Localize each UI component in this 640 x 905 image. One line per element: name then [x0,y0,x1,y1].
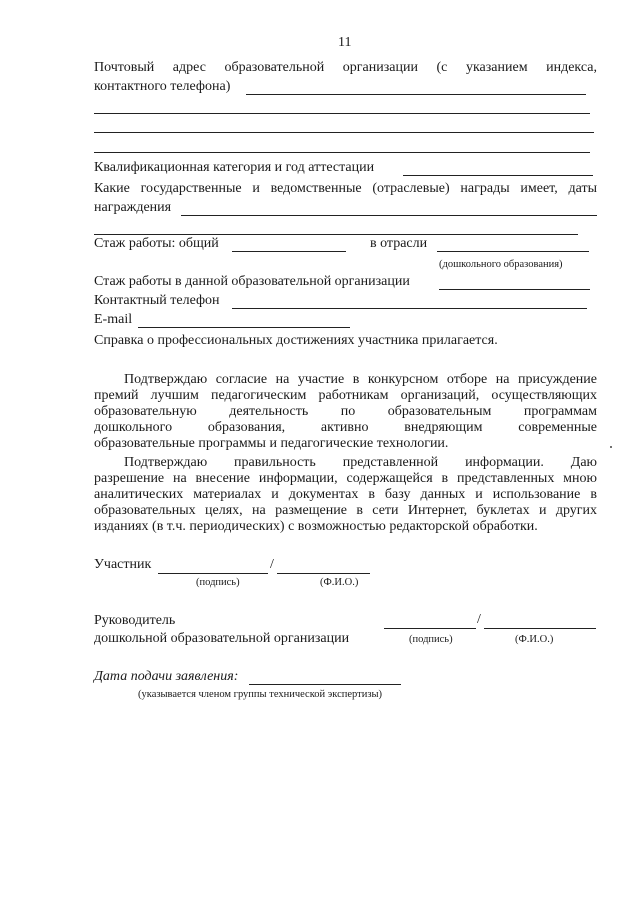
qualification-label: Квалификационная категория и год аттестации [94,160,375,175]
confirm-line: аналитических материалах и документах в базу данных и использование в [94,487,597,502]
confirm-line: изданиях (в т.ч. периодических) с возможностью редакторской обработки. [94,519,538,534]
consent-line: премий лучшим педагогическим работникам организаций, осуществляющих [94,388,597,403]
consent-paragraph [94,372,597,452]
experience-total-label: Стаж работы: общий [94,236,219,251]
confirm-paragraph [94,455,597,535]
awards-label-cont: награждения [94,200,172,215]
participant-label: Участник [94,557,152,572]
head-signature-caption: (подпись) [409,634,453,645]
participant-signature-caption: (подпись) [196,577,240,588]
head-slash: / [477,612,481,627]
experience-industry-label: в отрасли [370,236,428,251]
head-label-org: дошкольной образовательной организации [94,631,350,646]
awards-field-line2[interactable] [94,234,578,235]
consent-line: дошкольного образования, активно внедряющим современные [94,420,597,435]
email-label: E-mail [94,312,133,327]
participant-slash: / [270,557,274,572]
head-name-field[interactable] [484,628,596,629]
postal-address-field-line3[interactable] [94,132,594,133]
confirm-line: Подтверждаю правильность представленной информации. Даю [124,455,597,470]
awards-field[interactable] [181,215,597,216]
confirm-line: разрешение на внесение информации, содержащейся в представленных мною [94,471,597,486]
submission-date-note: (указывается членом группы технической экспертизы) [138,689,383,700]
qualification-field[interactable] [403,175,593,176]
contact-phone-label: Контактный телефон [94,293,220,308]
postal-address-field-line4[interactable] [94,152,590,153]
postal-address-label-cont: контактного телефона) [94,79,231,94]
consent-line: образовательную деятельность по образовательным программам [94,404,597,419]
experience-org-field[interactable] [439,289,590,290]
participant-name-field[interactable] [277,573,370,574]
head-name-caption: (Ф.И.О.) [515,634,554,645]
head-label: Руководитель [94,613,176,628]
email-field[interactable] [138,327,350,328]
experience-org-label: Стаж работы в данной образовательной организации [94,274,410,289]
page-number: 11 [338,35,352,50]
participant-name-caption: (Ф.И.О.) [320,577,359,588]
postal-address-field[interactable] [246,94,586,95]
confirm-line: образовательных целях, на размещение в сети Интернет, буклетах и других [94,503,597,518]
consent-line: Подтверждаю согласие на участие в конкурсном отборе на присуждение [124,372,597,387]
experience-industry-note: (дошкольного образования) [439,259,563,270]
contact-phone-field[interactable] [232,308,587,309]
submission-date-field[interactable] [249,684,401,685]
submission-date-label: Дата подачи заявления: [94,669,239,684]
participant-signature-field[interactable] [158,573,268,574]
consent-line: образовательные программы и педагогические технологии. [94,436,449,451]
reference-text: Справка о профессиональных достижениях участника прилагается. [94,333,498,348]
head-signature-field[interactable] [384,628,476,629]
postal-address-label: Почтовый адрес образовательной организации (с указанием индекса, [94,60,597,75]
awards-label: Какие государственные и ведомственные (отраслевые) награды имеет, даты [94,181,597,196]
experience-industry-field[interactable] [437,251,589,252]
scan-dot [610,446,612,448]
experience-total-field[interactable] [232,251,346,252]
postal-address-field-line2[interactable] [94,113,590,114]
